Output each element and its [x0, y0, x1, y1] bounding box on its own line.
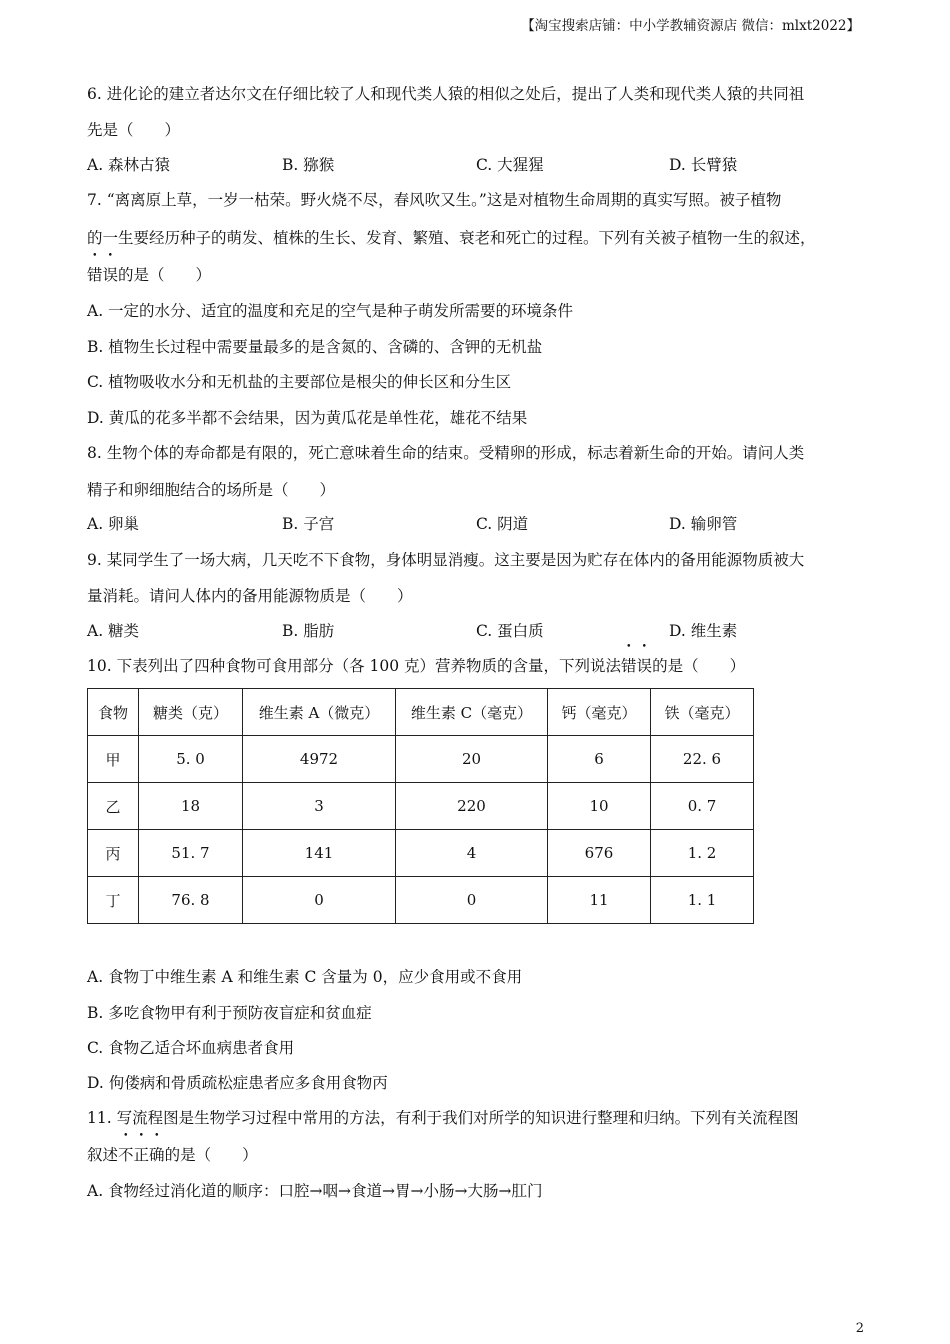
- q7-emphasis-char: 误: [102, 266, 119, 284]
- q8-option-d: D. 输卵管: [669, 515, 738, 533]
- table-header-row: [88, 689, 754, 736]
- q10-stem-pre: 10. 下表列出了四种食物可食用部分（各 100 克）营养物质的含量，下列说法: [87, 657, 622, 675]
- table-cell: 676: [548, 830, 651, 877]
- q10-option-c: C. 食物乙适合坏血病患者食用: [87, 1039, 295, 1057]
- table-cell: 1. 1: [651, 877, 754, 924]
- q10-emphasis-char: 错: [621, 657, 637, 675]
- q11-emphasis-char: 正: [133, 1146, 150, 1164]
- table-cell: 11: [548, 877, 651, 924]
- q6-option-d: D. 长臂猿: [669, 156, 738, 174]
- table-cell: 1. 2: [651, 830, 754, 877]
- table-row: [88, 830, 754, 877]
- table-header-cell: 维生素 A（微克）: [243, 689, 396, 736]
- q10-stem: [87, 654, 745, 676]
- page-header: 【淘宝搜索店铺：中小学教辅资源店 微信：mlxt2022】: [521, 18, 860, 34]
- q7-option-b: B. 植物生长过程中需要量最多的是含氮的、含磷的、含钾的无机盐: [87, 338, 543, 356]
- q11-emphasis-char: 不: [118, 1146, 134, 1164]
- q8-stem-line2: 精子和卵细胞结合的场所是（ ）: [87, 481, 336, 499]
- q6-option-c: C. 大猩猩: [476, 156, 544, 174]
- q8-option-a: A. 卵巢: [87, 515, 140, 533]
- table-cell: 141: [243, 830, 396, 877]
- table-header-cell: 铁（毫克）: [651, 689, 754, 736]
- q10-option-a: A. 食物丁中维生素 A 和维生素 C 含量为 0，应少食用或不食用: [87, 968, 523, 986]
- q6-stem-line1: 6. 进化论的建立者达尔文在仔细比较了人和现代类人猿的相似之处后，提出了人类和现代类人猿的共同祖: [87, 85, 805, 103]
- table-cell: 4972: [243, 736, 396, 783]
- q6-option-a: A. 森林古猿: [87, 156, 171, 174]
- q10-stem-post: 的是（ ）: [652, 657, 746, 675]
- q7-stem-line1: 7. “离离原上草，一岁一枯荣。野火烧不尽，春风吹又生。”这是对植物生命周期的真实写照。被子植物: [87, 191, 782, 209]
- table-header-cell: 维生素 C（毫克）: [396, 689, 548, 736]
- q6-options: [87, 153, 867, 175]
- table-row: [88, 877, 754, 924]
- q9-option-d: D. 维生素: [669, 622, 738, 640]
- q11-option-a: A. 食物经过消化道的顺序：口腔→咽→食道→胃→小肠→大肠→肛门: [87, 1182, 543, 1200]
- table-cell: 0: [396, 877, 548, 924]
- q9-options: [87, 619, 867, 641]
- q10-option-b: B. 多吃食物甲有利于预防夜盲症和贫血症: [87, 1004, 372, 1022]
- table-cell: 10: [548, 783, 651, 830]
- table-row: [88, 783, 754, 830]
- q8-stem-line1: 8. 生物个体的寿命都是有限的，死亡意味着生命的结束。受精卵的形成，标志着新生命的开始。请问人类: [87, 444, 805, 462]
- table-cell: 甲: [88, 736, 139, 783]
- table-header-cell: 糖类（克）: [139, 689, 243, 736]
- q7-option-a: A. 一定的水分、适宜的温度和充足的空气是种子萌发所需要的环境条件: [87, 302, 574, 320]
- q9-stem-line1: 9. 某同学生了一场大病，几天吃不下食物，身体明显消瘦。这主要是因为贮存在体内的备用能源物质被大: [87, 551, 805, 569]
- q6-stem-line2: 先是（ ）: [87, 121, 181, 139]
- q11-stem-line2: [87, 1143, 258, 1165]
- q8-options: [87, 512, 867, 534]
- q6-option-b: B. 猕猴: [282, 156, 335, 174]
- table-row: [88, 736, 754, 783]
- q7-stem-line3: [87, 263, 211, 285]
- table-cell: 4: [396, 830, 548, 877]
- table-cell: 20: [396, 736, 548, 783]
- table-cell: 6: [548, 736, 651, 783]
- table-cell: 3: [243, 783, 396, 830]
- table-cell: 18: [139, 783, 243, 830]
- table-cell: 丁: [88, 877, 139, 924]
- q9-option-c: C. 蛋白质: [476, 622, 544, 640]
- q11-stem-pre: 叙述: [87, 1146, 119, 1164]
- q9-stem-line2: 量消耗。请问人体内的备用能源物质是（ ）: [87, 587, 413, 605]
- table-cell: 76. 8: [139, 877, 243, 924]
- table-cell: 0. 7: [651, 783, 754, 830]
- q10-option-d: D. 佝偻病和骨质疏松症患者应多食用食物丙: [87, 1074, 388, 1092]
- q11-emphasis-char: 确: [149, 1146, 165, 1164]
- q7-emphasis-char: 错: [87, 266, 103, 284]
- q11-stem-post: 的是（ ）: [164, 1146, 258, 1164]
- q9-option-a: A. 糖类: [87, 622, 140, 640]
- table-cell: 51. 7: [139, 830, 243, 877]
- page-number: 2: [855, 1321, 864, 1336]
- q7-stem-line3-rest: 的是（ ）: [118, 266, 212, 284]
- table-cell: 220: [396, 783, 548, 830]
- table-header-cell: 钙（毫克）: [548, 689, 651, 736]
- q8-option-b: B. 子宫: [282, 515, 335, 533]
- q9-option-b: B. 脂肪: [282, 622, 335, 640]
- q10-emphasis-char: 误: [636, 657, 653, 675]
- q7-stem-line2: 的一生要经历种子的萌发、植株的生长、发育、繁殖、衰老和死亡的过程。下列有关被子植物一生的叙述，: [87, 229, 816, 247]
- table-cell: 乙: [88, 783, 139, 830]
- table-cell: 22. 6: [651, 736, 754, 783]
- table-cell: 0: [243, 877, 396, 924]
- table-cell: 丙: [88, 830, 139, 877]
- table-header-cell: 食物: [88, 689, 139, 736]
- q11-stem-line1: 11. 写流程图是生物学习过程中常用的方法，有利于我们对所学的知识进行整理和归纳。下列有关流程图: [87, 1109, 799, 1127]
- q8-option-c: C. 阴道: [476, 515, 529, 533]
- q7-option-c: C. 植物吸收水分和无机盐的主要部位是根尖的伸长区和分生区: [87, 373, 512, 391]
- table-cell: 5. 0: [139, 736, 243, 783]
- nutrition-table: [87, 688, 754, 924]
- q7-option-d: D. 黄瓜的花多半都不会结果，因为黄瓜花是单性花，雄花不结果: [87, 409, 528, 427]
